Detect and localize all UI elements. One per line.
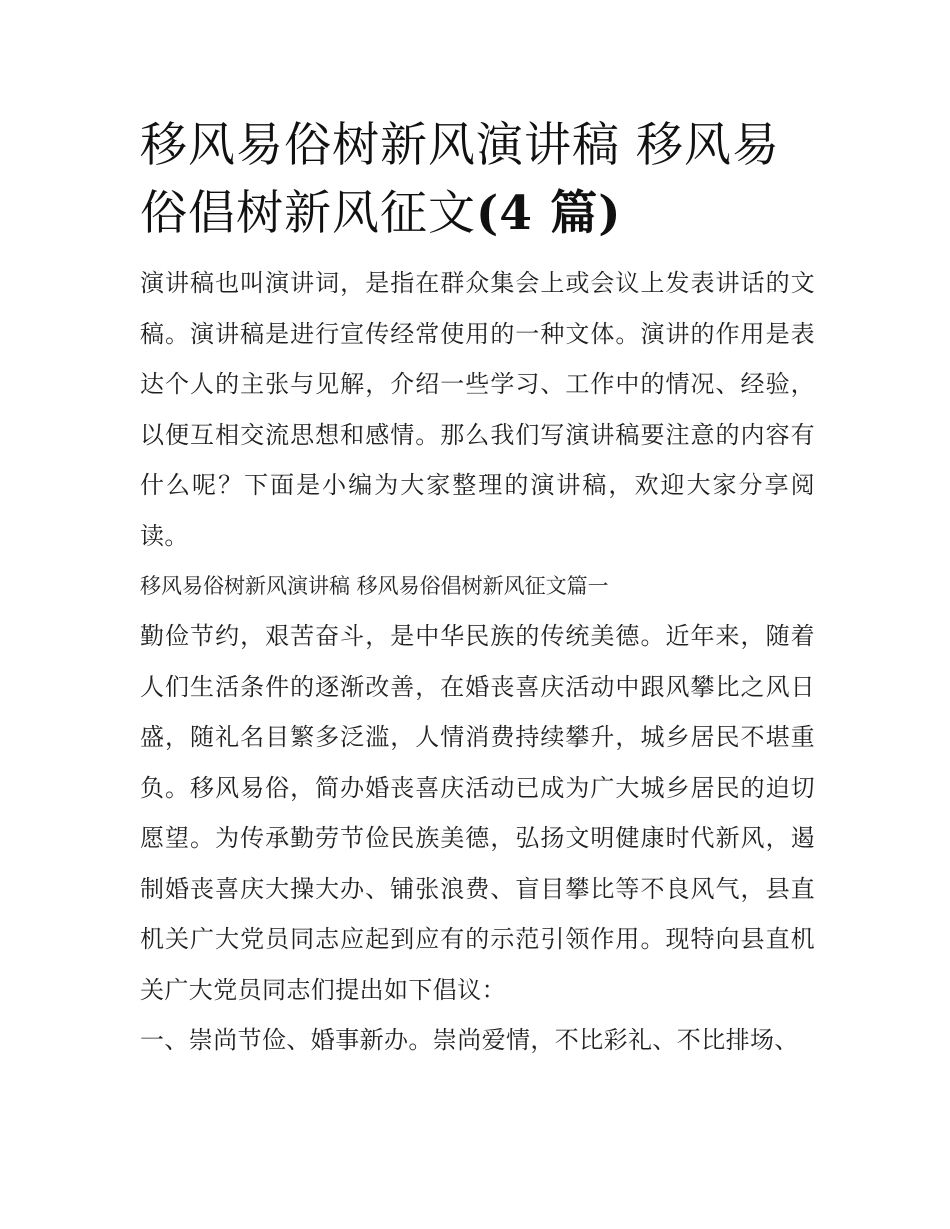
intro-paragraph: 演讲稿也叫演讲词，是指在群众集会上或会议上发表讲话的文稿。演讲稿是进行宣传经常使用的一种文体。演讲的作用是表达个人的主张与见解，介绍一些学习、工作中的情况、经验，以便互相交流思想和感情。那么我们写演讲稿要注意的内容有什么呢？下面是小编为大家整理的演讲稿，欢迎大家分享阅读。	[140, 269, 815, 550]
body-paragraph: 勤俭节约，艰苦奋斗，是中华民族的传统美德。近年来，随着人们生活条件的逐渐改善，在婚丧喜庆活动中跟风攀比之风日盛，随礼名目繁多泛滥，人情消费持续攀升，城乡居民不堪重负。移风易俗，简办婚丧喜庆活动已成为广大城乡居民的迫切愿望。为传承勤劳节俭民族美德，弘扬文明健康时代新风，遏制婚丧喜庆大操大办、铺张浪费、盲目攀比等不良风气，县直机关广大党员同志应起到应有的示范引领作用。现特向县直机关广大党员同志们提出如下倡议：	[140, 622, 815, 1004]
title-count-text: (4 篇)	[476, 186, 622, 241]
list-item: 一、崇尚节俭、婚事新办。崇尚爱情，不比彩礼、不比排场、	[140, 1026, 799, 1054]
document-content	[140, 112, 815, 1066]
document-title	[140, 112, 815, 248]
title-main-text: 移风易俗树新风演讲稿 移风易俗倡树新风征文	[140, 118, 780, 241]
section-heading: 移风易俗树新风演讲稿 移风易俗倡树新风征文篇一	[140, 574, 609, 598]
